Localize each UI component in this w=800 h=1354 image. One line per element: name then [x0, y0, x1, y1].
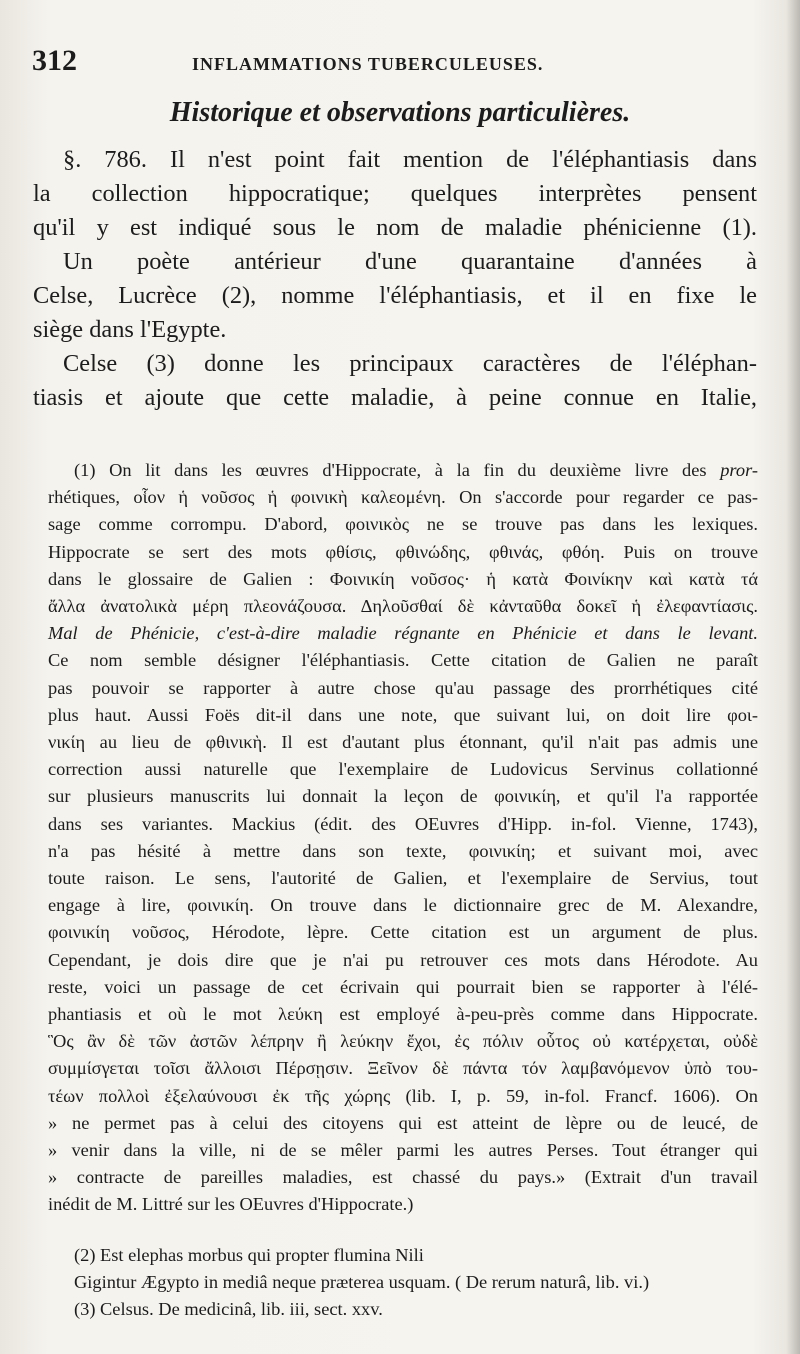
text-line: qu'il y est indiqué sous le nom de maladie phénicienne (1).	[33, 214, 757, 241]
note-2-line: (2) Est elephas morbus qui propter flumina Nili	[74, 1245, 424, 1265]
note-line: sage comme corrompu. D'abord, φοινικὸς ne se trouve pas dans les lexiques.	[48, 514, 758, 535]
text-line: la collection hippocratique; quelques interprètes pensent	[33, 180, 757, 207]
note-line: νικίη au lieu de φθινικὴ. Il est d'autant plus étonnant, qu'il n'ait pas admis une	[48, 732, 758, 753]
note-line: phantiasis et où le mot λεύκη est employé à-peu-près comme dans Hippocrate.	[48, 1004, 758, 1025]
paragraph-lucrece	[33, 245, 757, 347]
paragraph-786	[33, 143, 757, 245]
note-line: Ce nom semble désigner l'éléphantiasis. Cette citation de Galien ne paraît	[48, 650, 758, 671]
note-line: ἄλλα ἀνατολικὰ μέρη πλεονάζουσα. Δηλοῦσθαί δὲ κἀνταῦθα δοκεῖ ἡ ἐλεφαντίασις.	[48, 596, 758, 617]
note-line: rhétiques, οἷον ἡ νοῦσος ἡ φοινικὴ καλεομένη. On s'accorde pour regarder ce pas-	[48, 487, 758, 508]
note-line: reste, voici un passage de cet écrivain qui pourrait bien se rapporter à l'élé-	[48, 976, 758, 997]
footnotes-2-3	[48, 1242, 773, 1323]
note-line: » contracte de pareilles maladies, est chassé du pays.» (Extrait d'un travail	[48, 1167, 758, 1188]
note-line: plus haut. Aussi Foës dit-il dans une note, que suivant lui, on doit lire φοι-	[48, 704, 758, 725]
note-3-line: (3) Celsus. De medicinâ, lib. iii, sect. xxv.	[74, 1299, 383, 1319]
footnote-1	[48, 457, 758, 1219]
text-line: Celse, Lucrèce (2), nomme l'éléphantiasis, et il en fixe le	[33, 282, 757, 309]
note-line: inédit de M. Littré sur les OEuvres d'Hippocrate.)	[48, 1194, 414, 1215]
note-line: engage à lire, φοινικίη. On trouve dans le dictionnaire grec de M. Alexandre,	[48, 895, 758, 916]
paragraph-celse	[33, 347, 757, 415]
text-line: Celse (3) donne les principaux caractères de l'éléphan-	[63, 350, 757, 377]
main-text	[33, 143, 757, 415]
note-line: correction aussi naturelle que l'exemplaire de Ludovicus Servinus collationné	[48, 759, 758, 780]
note-line: φοινικίη νοῦσος, Hérodote, lèpre. Cette citation est un argument de plus.	[48, 922, 758, 943]
running-head: INFLAMMATIONS TUBERCULEUSES.	[192, 54, 544, 74]
note-line: n'a pas hésité à mettre dans son texte, φοινικίη; et suivant moi, avec	[48, 840, 758, 861]
note-line: Cependant, je dois dire que je n'ai pu retrouver ces mots dans Hérodote. Au	[48, 949, 758, 970]
note-line: Mal de Phénicie, c'est-à-dire maladie régnante en Phénicie et dans le levant.	[48, 623, 758, 644]
text-line: tiasis et ajoute que cette maladie, à peine connue en Italie,	[33, 384, 757, 411]
note-line: Ὃς ἂν δὲ τῶν ἀστῶν λέπρην ἢ λεύκην ἔχοι, ἐς πόλιν οὗτος οὐ κατέρχεται, οὐδὲ	[48, 1031, 758, 1052]
note-line: τέων πολλοὶ ἐξελαύνουσι ἐκ τῆς χώρης (lib. I, p. 59, in-fol. Francf. 1606). On	[48, 1085, 758, 1106]
section-title: Historique et observations particulières.	[169, 97, 631, 128]
note-line: » ne permet pas à celui des citoyens qui est atteint de lèpre ou de leucé, de	[48, 1112, 758, 1133]
note-line: sur plusieurs manuscrits lui donnait la leçon de φοινικίη, et qu'il l'a rapportée	[48, 786, 758, 807]
note-line: » venir dans la ville, ni de se mêler parmi les autres Perses. Tout étranger qui	[48, 1140, 758, 1161]
note-line: Hippocrate se sert des mots φθίσις, φθινώδης, φθινάς, φθόη. Puis on trouve	[48, 541, 758, 562]
note-line: συμμίσγεται τοῖσι ἄλλοισι Πέρσῃσιν. Ξεῖνον δὲ πάντα τόν λαμβανόμενον ὑπὸ του-	[48, 1058, 758, 1079]
page-edge-shadow	[786, 0, 800, 1354]
note-2-line: Gigintur Ægypto in mediâ neque præterea usquam. ( De rerum naturâ, lib. vi.)	[74, 1272, 650, 1292]
page-header	[32, 44, 772, 84]
note-line: pas pouvoir se rapporter à autre chose qu'au passage des prorrhétiques cité	[48, 677, 758, 698]
page-number: 312	[32, 44, 77, 77]
note-line: (1) On lit dans les œuvres d'Hippocrate, à la fin du deuxième livre des pror-	[74, 460, 758, 480]
text-line: Un poète antérieur d'une quarantaine d'années à	[63, 248, 757, 275]
note-line: dans le glossaire de Galien : Φοινικίη νοῦσος· ἡ κατὰ Φοινίκην καὶ κατὰ τά	[48, 568, 758, 589]
note-line: dans ses variantes. Mackius (édit. des OEuvres d'Hipp. in-fol. Vienne, 1743),	[48, 813, 758, 834]
text-line: §. 786. Il n'est point fait mention de l'éléphantiasis dans	[63, 146, 757, 173]
text-line: siège dans l'Egypte.	[33, 316, 227, 343]
note-line: toute raison. Le sens, l'autorité de Galien, et l'exemplaire de Servius, tout	[48, 868, 758, 889]
